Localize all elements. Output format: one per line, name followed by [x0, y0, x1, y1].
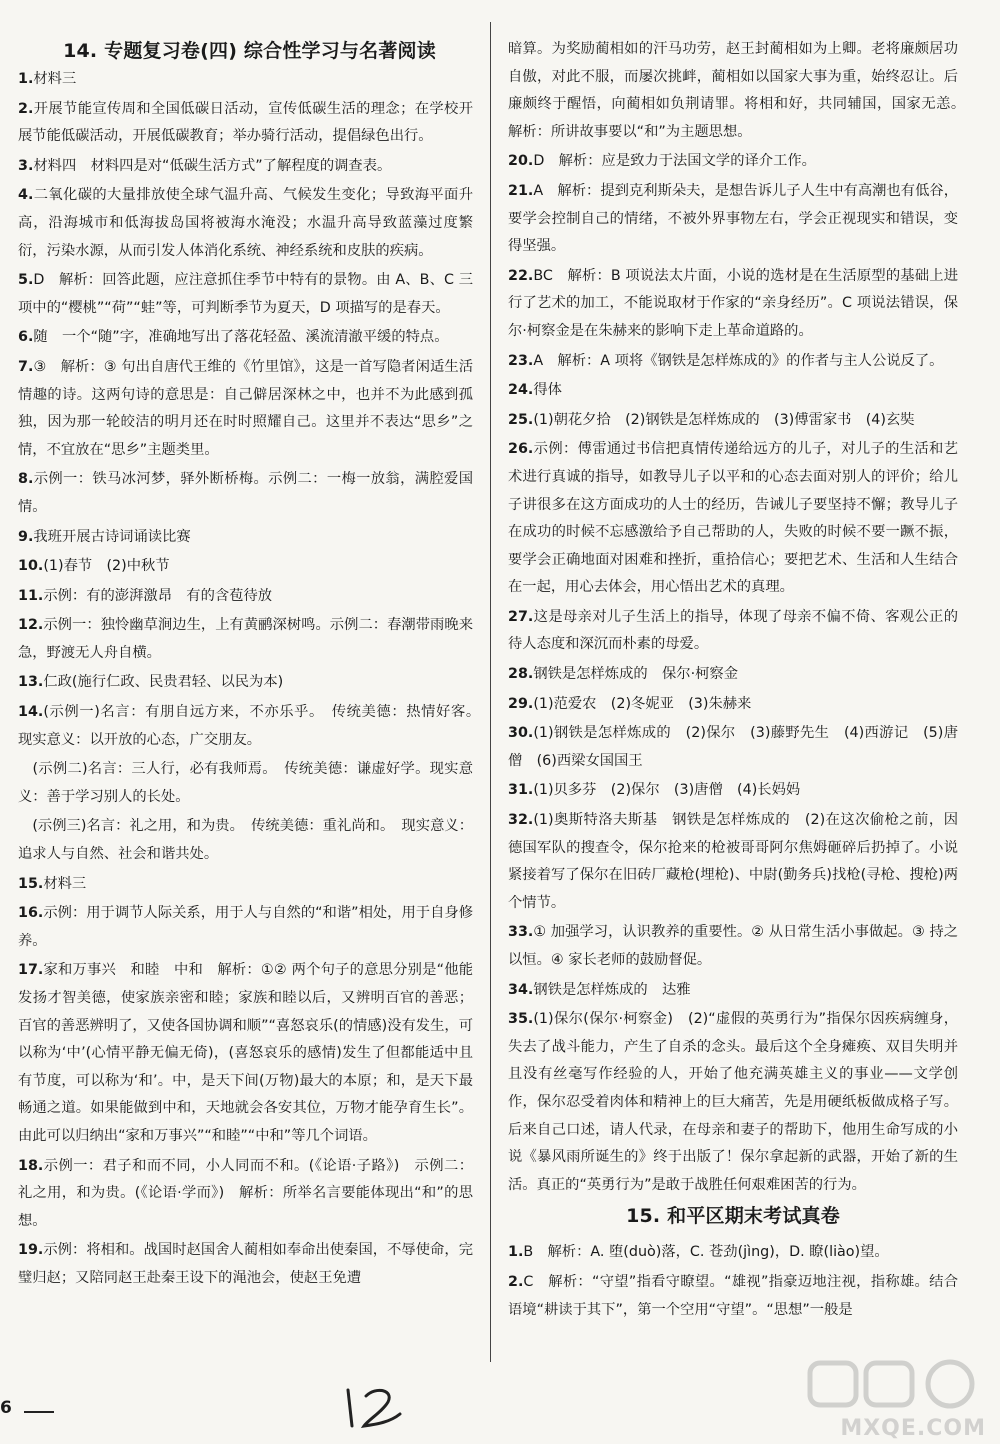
- answer-item: [18, 957, 473, 1150]
- answer-text: 材料三: [43, 875, 87, 892]
- answer-number: 34.: [508, 981, 534, 998]
- answer-text: A 解析：A 项将《钢铁是怎样炼成的》的作者与主人公说反了。: [533, 352, 944, 369]
- answer-number: 21.: [508, 182, 534, 199]
- answer-text: ③ 解析：③ 句出自唐代王维的《竹里馆》，这是一首写隐者闲适生活情趣的诗。这两句诗的意思是：自己僻居深林之中，也并不为此感到孤独，因为那一轮皎洁的明月还在时时照耀自己。这里并不表达“思乡”之情，不宜放在“思乡”主题类里。: [18, 358, 473, 458]
- answer-text: 家和万事兴 和睦 中和 解析：①② 两个句子的意思分别是“他能发扬才智美德，使家族亲密和睦；家族和睦以后，又辨明百官的善恶；百官的善恶辨明了，又使各国协调和顺”“喜怒哀乐(的情感)没有发生，可以称为‘中’(心情平静无偏无倚)，(喜怒哀乐的感情)发生了但都能适中且有节度，可以称为‘和’。中，是天下间(万物)最大的本原；和，是天下最畅通之道。如果能做到中和，天地就会各安其位，万物才能孕育生长”。由此可以归纳出“家和万事兴”“和睦”“中和”等几个词语。: [18, 962, 473, 1144]
- answer-text: 示例：将相和。战国时赵国舍人蔺相如奉命出使秦国，不辱使命，完璧归赵；又陪同赵王赴秦王设下的渑池会，使赵王免遭: [18, 1242, 473, 1286]
- watermark-logo-icon: [790, 1355, 990, 1415]
- answer-item: [508, 1239, 958, 1267]
- answer-item: [18, 900, 473, 955]
- answer-number: 7.: [18, 358, 34, 375]
- answer-text: BC 解析：B 项说法太片面，小说的选材是在生活原型的基础上进行了艺术的加工，不能说取材于作家的“亲身经历”。C 项说法错误，保尔·柯察金是在朱赫来的影响下走上革命道路的。: [508, 267, 958, 339]
- answer-number: 10.: [18, 558, 44, 575]
- answer-text: D 解析：应是致力于法国文学的译介工作。: [533, 153, 816, 170]
- answer-text: 暗算。为奖励蔺相如的汗马功劳，赵王封蔺相如为上卿。老将廉颇居功自傲，对此不服，而屡次挑衅，蔺相如以国家大事为重，始终忍让。后廉颇终于醒悟，向蔺相如负荆请罪。将相和好，共同辅国，国家无恙。 解析：所讲故事要以“和”为主题思想。: [508, 41, 973, 140]
- watermark-text: MXQE.COM: [840, 1416, 986, 1441]
- answer-item: [508, 777, 958, 805]
- answer-item: [18, 66, 473, 94]
- handwritten-number: [338, 1384, 408, 1430]
- answer-number: 20.: [508, 153, 534, 170]
- answer-text: 开展节能宣传周和全国低碳日活动，宣传低碳生活的理念；在学校开展节能低碳活动，开展低碳教育；举办骑行活动，提倡绿色出行。: [18, 100, 473, 145]
- answer-item: [18, 813, 473, 868]
- answer-item: [18, 524, 473, 552]
- answer-text: (示例二)名言：三人行，必有我师焉。 传统美德：谦虚好学。现实意义：善于学习别人的长处。: [18, 761, 473, 805]
- left-answer-list: [18, 66, 488, 1293]
- answer-number: 26.: [508, 441, 534, 458]
- answer-item: [508, 436, 958, 602]
- right-answer-list-b: [508, 1239, 958, 1324]
- answer-number: 28.: [508, 666, 534, 683]
- answer-text: (1)朝花夕拾 (2)钢铁是怎样炼成的 (3)傅雷家书 (4)玄奘: [533, 411, 915, 428]
- answer-number: 1.: [18, 71, 34, 87]
- answer-item: [508, 604, 958, 659]
- answer-number: 5.: [18, 272, 34, 289]
- answer-number: 25.: [508, 411, 534, 428]
- left-column: [18, 0, 488, 1293]
- answer-text: 我班开展古诗词诵读比赛: [33, 528, 191, 545]
- answer-number: 35.: [508, 1011, 534, 1028]
- answer-item: [18, 871, 473, 899]
- answer-item: [18, 669, 473, 697]
- column-divider: [490, 22, 491, 1362]
- answer-number: 33.: [508, 924, 534, 941]
- section-title-14: 14. 专题复习卷(四) 综合性学习与名著阅读: [63, 40, 436, 62]
- answer-text: ① 加强学习，认识教养的重要性。② 从日常生活小事做起。③ 持之以恒。④ 家长老师的鼓励督促。: [508, 924, 958, 968]
- answer-item: [18, 583, 473, 611]
- right-column: [508, 0, 973, 1324]
- answer-text: (1)保尔(保尔·柯察金) (2)“虚假的英勇行为”指保尔因疾病缠身，失去了战斗能力，产生了自杀的念头。最后这个全身瘫痪、双目失明并且没有丝毫写作经验的人，开始了他充满英雄主义的事业——文学创作，保尔忍受着肉体和精神上的巨大痛苦，先是用硬纸板做成格子写。后来自己口述，请人代录，在母亲和妻子的帮助下，他用生命写成的小说《暴风雨所诞生的》终于出版了！保尔拿起新的武器，开始了新的生活。真正的“英勇行为”是敢于战胜任何艰难困苦的行为。: [508, 1011, 958, 1193]
- answer-text: 钢铁是怎样炼成的 达雅: [533, 981, 691, 998]
- answer-number: 12.: [18, 617, 44, 634]
- answer-number: 8.: [18, 471, 34, 488]
- answer-text: (1)钢铁是怎样炼成的 (2)保尔 (3)藤野先生 (4)西游记 (5)唐僧 (6)西梁女国国王: [508, 725, 958, 769]
- right-answer-list-a: [508, 0, 973, 1199]
- answer-text: 材料三: [33, 71, 77, 87]
- answer-item: [508, 36, 973, 146]
- answer-number: 24.: [508, 382, 534, 399]
- answer-number: 15.: [18, 875, 44, 892]
- site-watermark: [790, 1355, 990, 1441]
- answer-number: 14.: [18, 704, 44, 721]
- answer-item: [508, 1006, 958, 1199]
- answer-text: (1)奥斯特洛夫斯基 钢铁是怎样炼成的 (2)在这次偷枪之前，因德国军队的搜查令，保尔抢来的枪被哥哥阿尔焦姆砸碎后扔掉了。小说紧接着写了保尔在旧砖厂藏枪(埋枪)、中尉(勤务兵)找枪(寻枪、搜枪)两个情节。: [508, 812, 958, 911]
- answer-item: [18, 153, 473, 181]
- answer-item: [18, 182, 473, 265]
- answer-item: [18, 1237, 473, 1292]
- answer-text: 这是母亲对儿子生活上的指导，体现了母亲不偏不倚、客观公正的待人态度和深沉而朴素的母爱。: [508, 608, 958, 653]
- answer-item: [18, 354, 473, 464]
- answer-item: [18, 553, 473, 581]
- answer-number: 11.: [18, 587, 44, 604]
- answer-text: 仁政(施行仁政、民贵君轻、以民为本): [43, 674, 284, 691]
- answer-item: [508, 807, 958, 917]
- section-title-15: 15. 和平区期末考试真卷: [626, 1205, 840, 1228]
- answer-number: 17.: [18, 962, 44, 979]
- answer-item: [18, 96, 473, 151]
- answer-text: (1)贝多芬 (2)保尔 (3)唐僧 (4)长妈妈: [533, 782, 801, 799]
- answer-number: 3.: [18, 157, 34, 174]
- answer-number: 13.: [18, 674, 44, 691]
- answer-text: B 解析：A. 堕(duò)落，C. 苍劲(jìng)，D. 瞭(liào)望。: [523, 1244, 889, 1261]
- answer-number: 27.: [508, 608, 534, 625]
- answer-item: [508, 263, 958, 346]
- answer-number: 16.: [18, 905, 44, 922]
- answer-item: [18, 699, 488, 754]
- answer-item: [508, 377, 958, 405]
- answer-item: [508, 178, 958, 261]
- answer-number: 9.: [18, 528, 34, 545]
- answer-number: 31.: [508, 782, 534, 799]
- answer-item: [18, 267, 473, 322]
- answer-item: [18, 1153, 473, 1236]
- answer-text: 示例一：君子和而不同，小人同而不和。(《论语·子路》) 示例二：礼之用，和为贵。(《论语·学而》) 解析：所举名言要能体现出“和”的思想。: [18, 1157, 473, 1229]
- answer-item: [18, 324, 473, 352]
- answer-text: 材料四 材料四是对“低碳生活方式”了解程度的调查表。: [33, 157, 392, 174]
- answer-text: (1)范爱农 (2)冬妮亚 (3)朱赫来: [533, 695, 752, 712]
- answer-text: (1)春节 (2)中秋节: [43, 558, 170, 575]
- answer-item: [508, 148, 958, 176]
- answer-text: (示例三)名言：礼之用，和为贵。 传统美德：重礼尚和。 现实意义：追求人与自然、社会和谐共处。: [18, 818, 473, 863]
- answer-item: [508, 720, 958, 775]
- answer-item: [508, 1269, 958, 1324]
- answer-number: 6.: [18, 329, 34, 346]
- footer-dash: [24, 1411, 54, 1413]
- answer-item: [508, 919, 958, 974]
- answer-number: 2.: [508, 1273, 524, 1290]
- answer-text: 示例：有的澎湃激昂 有的含苞待放: [43, 587, 273, 604]
- answer-item: [508, 691, 958, 719]
- answer-text: 得体: [533, 382, 562, 399]
- answer-text: C 解析：“守望”指看守瞭望。“雄视”指豪迈地注视，指称雄。结合语境“耕读于其下”，第一个空用“守望”。“思想”一般是: [508, 1273, 958, 1318]
- answer-text: 钢铁是怎样炼成的 保尔·柯察金: [533, 666, 739, 683]
- answer-text: D 解析：回答此题，应注意抓住季节中特有的景物。由 A、B、C 三项中的“樱桃”“荷”“蛙”等，可判断季节为夏天，D 项描写的是春天。: [18, 272, 473, 316]
- answer-text: A 解析：提到克利斯朵夫，是想告诉儿子人生中有高潮也有低谷，要学会控制自己的情绪，不被外界事物左右，学会正视现实和错误，变得坚强。: [508, 182, 958, 255]
- answer-item: [508, 661, 958, 689]
- answer-number: 1.: [508, 1244, 524, 1261]
- answer-number: 22.: [508, 267, 534, 284]
- answer-item: [508, 977, 958, 1005]
- answer-number: 4.: [18, 187, 34, 204]
- answer-text: (示例一)名言：有朋自远方来，不亦乐乎。 传统美德：热情好客。 现实意义：以开放的心态，广交朋友。: [18, 704, 488, 748]
- answer-item: [18, 466, 473, 521]
- answer-text: 示例：用于调节人际关系，用于人与自然的“和谐”相处，用于自身修养。: [18, 905, 473, 949]
- answer-number: 30.: [508, 725, 534, 742]
- answer-item: [508, 348, 958, 376]
- answer-number: 2.: [18, 100, 34, 117]
- answer-item: [18, 756, 473, 811]
- answer-text: 随 一个“随”字，准确地写出了落花轻盈、溪流清澈平缓的特点。: [33, 329, 449, 346]
- answer-number: 18.: [18, 1157, 44, 1174]
- page-number: 6: [0, 1398, 12, 1418]
- answer-text: 二氧化碳的大量排放使全球气温升高、气候发生变化；导致海平面升高，沿海城市和低海拔岛国将被海水淹没；水温升高导致蓝藻过度繁衍，污染水源，从而引发人体消化系统、神经系统和皮肤的疾病。: [18, 187, 473, 259]
- answer-number: 23.: [508, 352, 534, 369]
- answer-text: 示例一：独怜幽草涧边生，上有黄鹂深树鸣。示例二：春潮带雨晚来急，野渡无人舟自横。: [18, 617, 473, 661]
- answer-text: 示例：傅雷通过书信把真情传递给远方的儿子，对儿子的生活和艺术进行真诚的指导，如教导儿子以平和的心态去面对别人的评价；给儿子讲很多在这方面成功的人士的经历，告诫儿子要坚持不懈；教导儿子在成功的时候不忘感激给予自己帮助的人，失败的时候不要一蹶不振，要学会正确地面对困难和挫折，重拾信心；要把艺术、生活和人生结合在一起，用心去体会，用心悟出艺术的真理。: [508, 441, 958, 596]
- answer-number: 32.: [508, 812, 534, 829]
- answer-text: 示例一：铁马冰河梦，驿外断桥梅。示例二：一梅一放翁，满腔爱国情。: [18, 471, 473, 515]
- answer-item: [508, 407, 958, 435]
- answer-number: 19.: [18, 1242, 44, 1259]
- answer-item: [18, 612, 473, 667]
- answer-number: 29.: [508, 695, 534, 712]
